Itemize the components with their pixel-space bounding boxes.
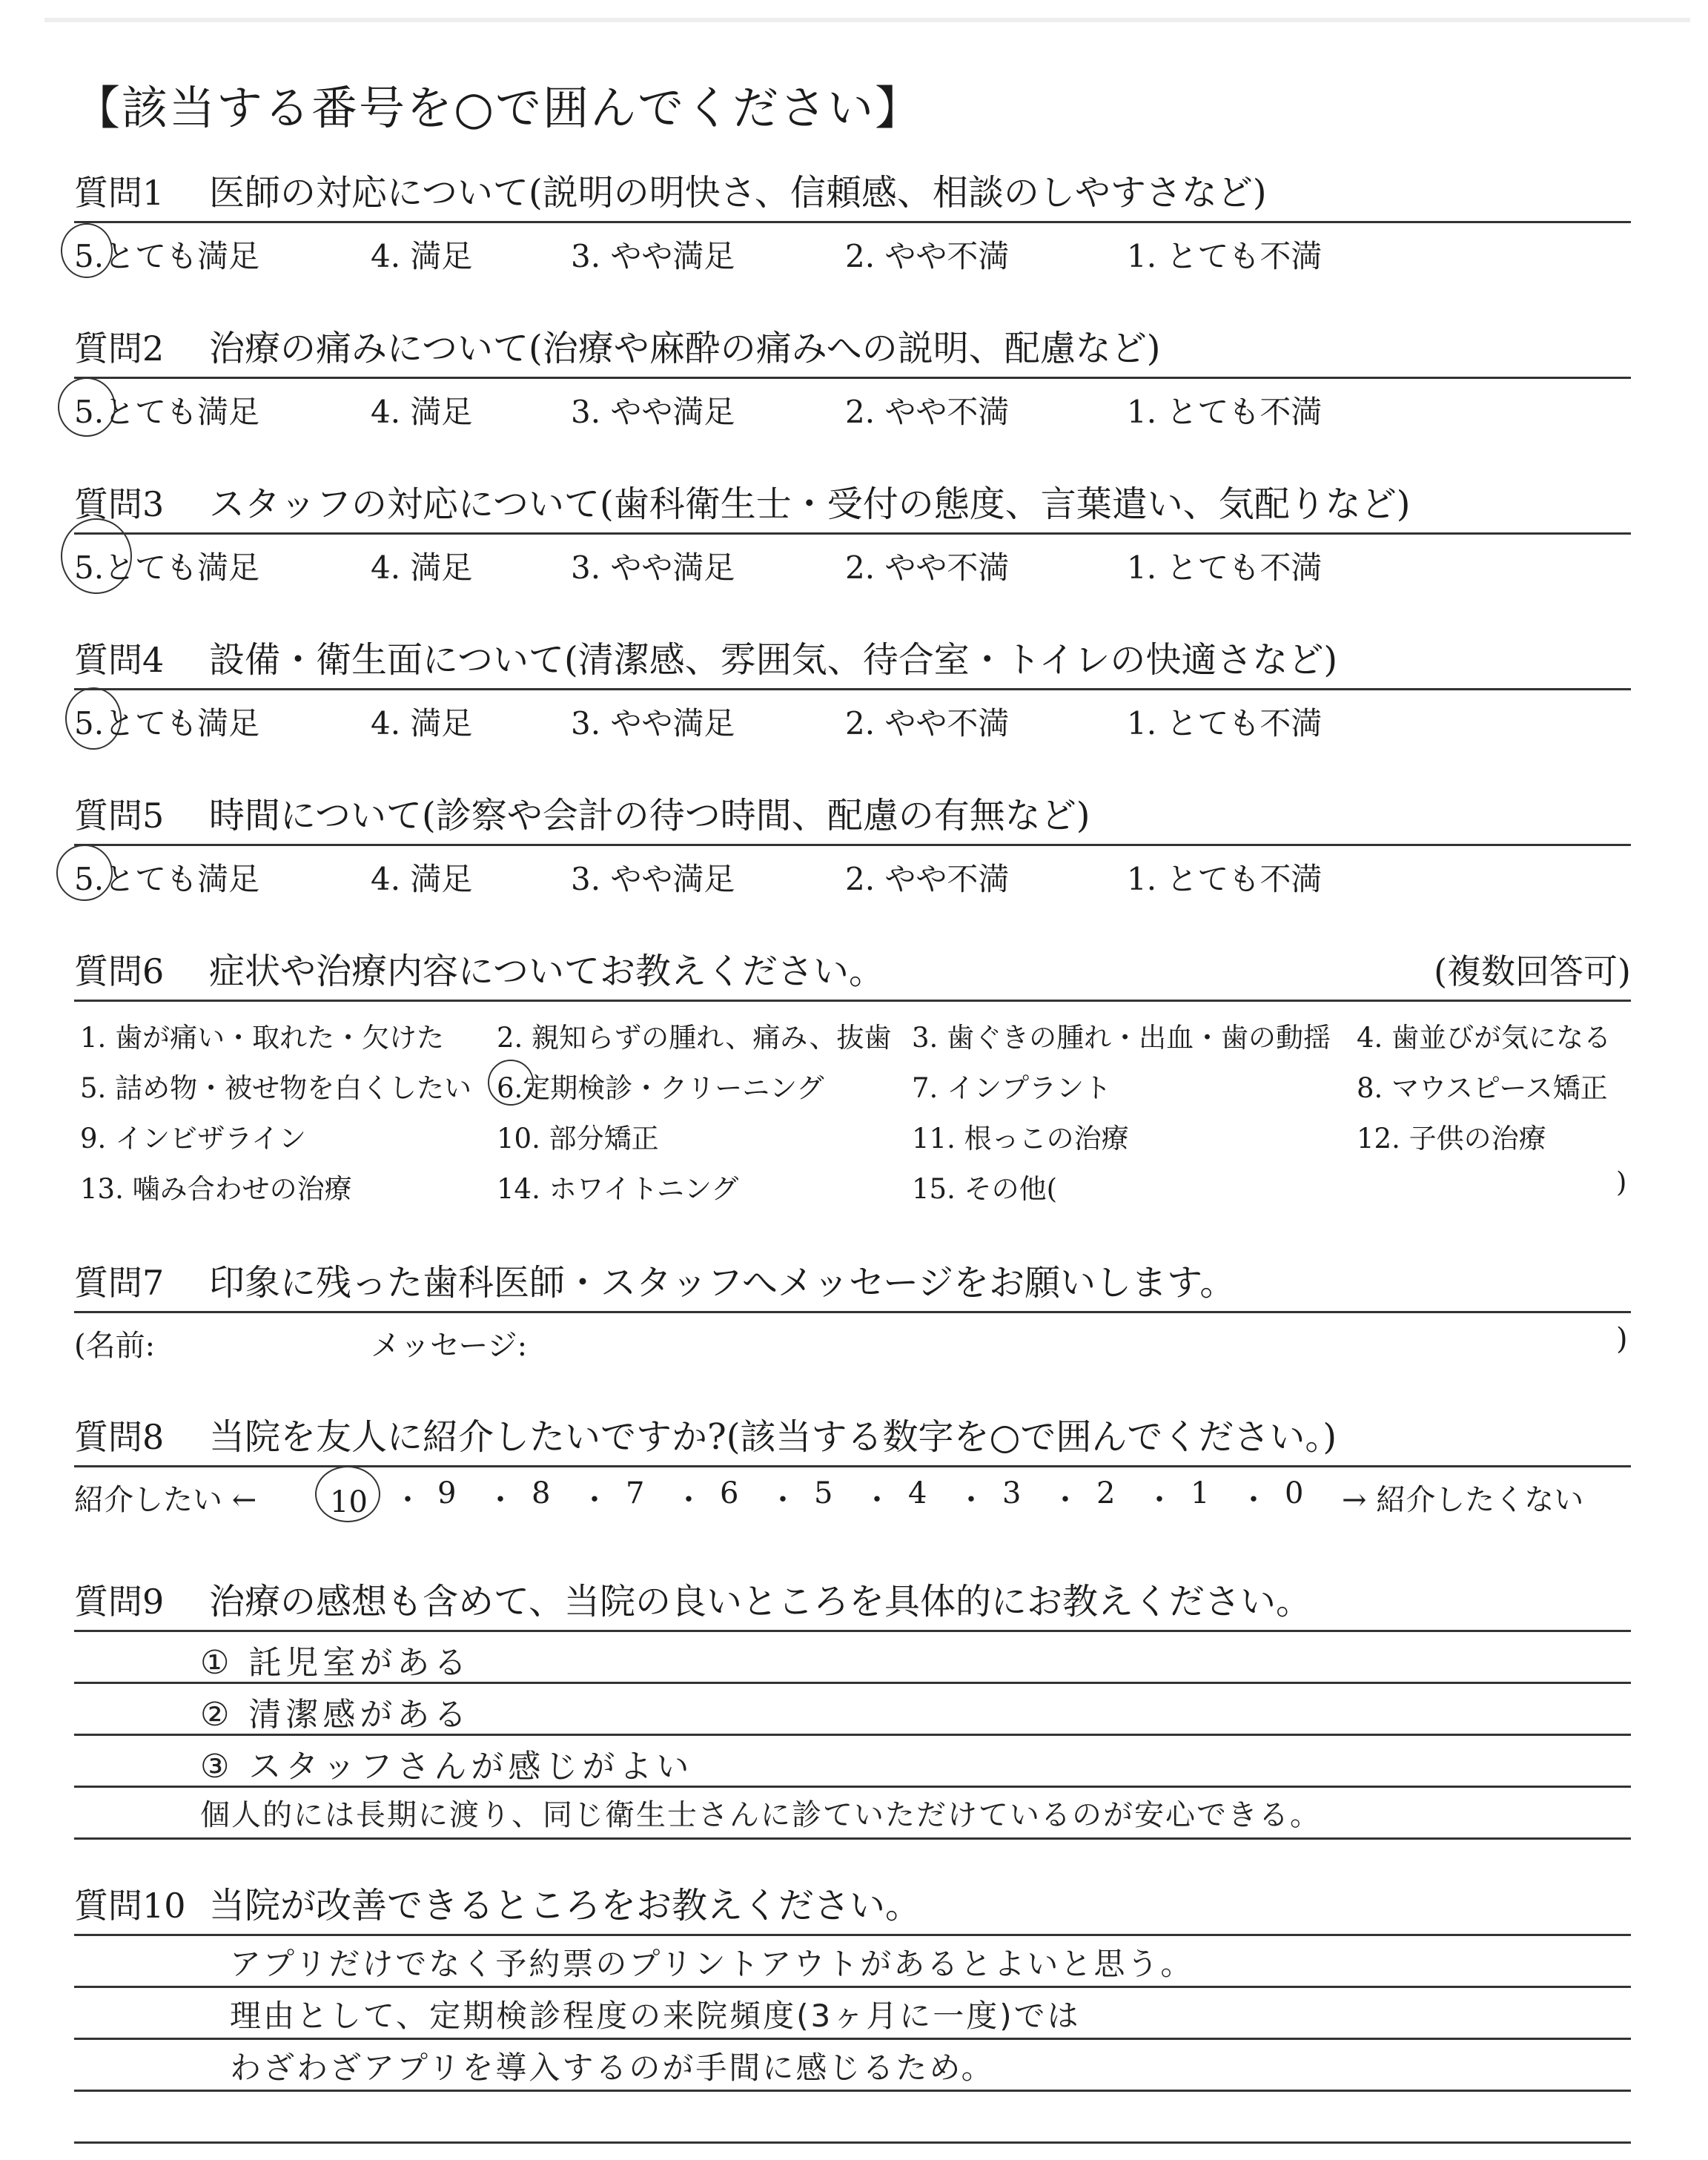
question-number: 質問7 [74,1263,165,1303]
scale-dot: ・ [956,1483,986,1517]
question-header [74,779,1631,846]
scale-value-2[interactable]: 2 [1096,1476,1116,1510]
question-number: 質問6 [74,951,165,991]
symptom-option[interactable]: 6.定期検診・クリーニング [497,1066,824,1106]
option-2[interactable]: 2. やや不満 [845,861,1010,897]
page-title: 【該当する番号を○で囲んでください】 [74,81,923,135]
symptom-option[interactable]: 8. マウスピース矯正 [1357,1072,1608,1104]
symptom-option[interactable]: 3. 歯ぐきの腫れ・出血・歯の動揺 [912,1022,1331,1054]
ruled-line [74,1630,1631,1632]
scale-value-0[interactable]: 0 [1285,1476,1304,1510]
scale-dot: ・ [486,1483,515,1517]
question-text: 設備・衛生面について(清潔感、雰囲気、待合室・トイレの快適さなど) [209,639,1338,681]
other-close-paren: ) [1616,1166,1627,1198]
question-5 [74,779,1631,913]
option-4[interactable]: 4. 満足 [371,549,473,586]
option-2[interactable]: 2. やや不満 [845,549,1010,586]
ruled-line [74,1837,1631,1840]
top-edge [44,18,1690,22]
scale-dot: ・ [1050,1483,1080,1517]
ruled-line [74,1986,1631,1988]
rating-options [74,535,1631,601]
option-4[interactable]: 4. 満足 [371,861,473,897]
question-header [74,934,1631,1002]
scale-dot: ・ [580,1483,609,1517]
scale-value-7[interactable]: 7 [626,1476,645,1510]
scale-value-1[interactable]: 1 [1191,1476,1210,1510]
question-header [74,623,1631,690]
rating-options [74,223,1631,290]
option-3[interactable]: 3. やや満足 [571,861,735,897]
question-10 [74,1869,1631,2156]
question-1 [74,156,1631,290]
question-text: 医師の対応について(説明の明快さ、信頼感、相談のしやすさなど) [209,172,1267,214]
symptom-option[interactable]: 15. その他( [912,1173,1058,1205]
rating-options [74,379,1631,446]
question-text: スタッフの対応について(歯科衛生士・受付の態度、言葉遣い、気配りなど) [209,483,1411,525]
question-number: 質問5 [74,796,165,836]
option-4[interactable]: 4. 満足 [371,394,473,430]
symptom-option[interactable]: 11. 根っこの治療 [912,1123,1129,1155]
symptom-option[interactable]: 2. 親知らずの腫れ、痛み、抜歯 [497,1022,892,1054]
question-text: 印象に残った歯科医師・スタッフへメッセージをお願いします。 [209,1262,1236,1304]
option-1[interactable]: 1. とても不満 [1127,238,1323,274]
symptom-option[interactable]: 12. 子供の治療 [1357,1123,1546,1155]
message-label: メッセージ: [371,1329,528,1363]
question-text: 治療の感想も含めて、当院の良いところを具体的にお教えください。 [209,1581,1312,1622]
scale-left-label: 紹介したい ← [74,1483,257,1517]
scale-right-label: → 紹介したくない [1342,1483,1584,1517]
scale-dot: ・ [1239,1483,1268,1517]
question-4 [74,623,1631,757]
scale-value-3[interactable]: 3 [1002,1476,1022,1510]
scale-dot: ・ [393,1483,423,1517]
question-number: 質問8 [74,1417,165,1457]
option-3[interactable]: 3. やや満足 [571,549,735,586]
question-7 [74,1246,1631,1365]
option-1[interactable]: 1. とても不満 [1127,705,1323,742]
question-header [74,1400,1631,1467]
message-close-paren: ) [1616,1322,1628,1356]
question-text: 治療の痛みについて(治療や麻酔の痛みへの説明、配慮など) [209,328,1161,369]
symptom-option[interactable]: 4. 歯並びが気になる [1357,1022,1612,1054]
option-1[interactable]: 1. とても不満 [1127,394,1323,430]
name-label: (名前: [74,1329,156,1363]
option-5[interactable]: 5.とても満足 [74,388,259,432]
question-text: 症状や治療内容についてお教えください。 [209,951,885,992]
question-number: 質問9 [74,1582,165,1622]
question-number: 質問3 [74,484,165,524]
handwritten-answer: わざわざアプリを導入するのが手間に感じるため。 [230,2050,995,2086]
question-text: 当院を友人に紹介したいですか?(該当する数字を○で囲んでください。) [209,1416,1337,1458]
scale-value-9[interactable]: 9 [437,1476,457,1510]
ruled-line [74,1934,1631,1936]
scale-dot: ・ [768,1483,798,1517]
handwritten-answer: 理由として、定期検診程度の来院頻度(3ヶ月に一度)では [230,1998,1081,2034]
question-text: 当院が改善できるところをお教えください。 [209,1885,921,1926]
question-2 [74,311,1631,446]
option-4[interactable]: 4. 満足 [371,238,473,274]
multiple-answer-note: (複数回答可) [1434,951,1631,991]
option-3[interactable]: 3. やや満足 [571,238,735,274]
symptom-option[interactable]: 5. 詰め物・被せ物を白くしたい [80,1072,472,1104]
option-3[interactable]: 3. やや満足 [571,705,735,742]
symptom-option[interactable]: 1. 歯が痛い・取れた・欠けた [80,1022,445,1054]
option-5[interactable]: 5.とても満足 [74,855,259,899]
option-2[interactable]: 2. やや不満 [845,238,1010,274]
question-number: 質問10 [74,1886,186,1926]
question-number: 質問1 [74,173,165,213]
scale-dot: ・ [674,1483,704,1517]
question-header [74,467,1631,535]
scale-value-8[interactable]: 8 [532,1476,551,1510]
scale-value-6[interactable]: 6 [720,1476,739,1510]
question-3 [74,467,1631,601]
handwritten-answer: ① 託児室がある [200,1644,471,1682]
question-number: 質問4 [74,640,165,680]
option-5[interactable]: 5.とても満足 [74,544,259,588]
question-8 [74,1400,1631,1527]
ruled-line [74,2090,1631,2092]
handwritten-answer: ③ スタッフさんが感じがよい [200,1748,694,1786]
option-1[interactable]: 1. とても不満 [1127,861,1323,897]
handwritten-answer: ② 清潔感がある [200,1696,471,1734]
rating-options [74,690,1631,757]
ruled-line [74,2038,1631,2040]
question-9 [74,1565,1631,1912]
option-5[interactable]: 5.とても満足 [74,699,259,744]
scale-value-4[interactable]: 4 [908,1476,927,1510]
question-header [74,1869,1631,1934]
question-6 [74,934,1631,1217]
question-header [74,1565,1631,1630]
symptom-options [74,1002,1631,1217]
option-5[interactable]: 5.とても満足 [74,232,259,277]
question-text: 時間について(診察や会計の待つ時間、配慮の有無など) [209,795,1090,836]
question-number: 質問2 [74,328,165,369]
question-header [74,311,1631,379]
option-2[interactable]: 2. やや不満 [845,394,1010,430]
rating-options [74,846,1631,913]
symptom-option[interactable]: 10. 部分矯正 [497,1123,659,1155]
option-1[interactable]: 1. とても不満 [1127,549,1323,586]
symptom-option[interactable]: 9. インビザライン [80,1123,306,1155]
handwritten-answer: アプリだけでなく予約票のプリントアウトがあるとよいと思う。 [230,1946,1194,1982]
scale-dot: ・ [862,1483,892,1517]
option-4[interactable]: 4. 満足 [371,705,473,742]
recommend-scale: 紹介したい ← 10 ・ 9 ・ 8 ・ 7 ・ 6 ・ 5 ・ 4 ・ 3 ・ 2 ・ 1 ・ 0 → 紹介したくない [74,1467,1631,1527]
scale-dot: ・ [1145,1483,1174,1517]
answer-area [74,1934,1631,2156]
message-line [74,1313,1631,1365]
scale-value-5[interactable]: 5 [814,1476,833,1510]
question-header [74,1246,1631,1313]
option-3[interactable]: 3. やや満足 [571,394,735,430]
ruled-line [74,2141,1631,2144]
symptom-option[interactable]: 7. インプラント [912,1072,1112,1104]
question-header [74,156,1631,223]
symptom-option[interactable]: 14. ホワイトニング [497,1173,739,1205]
handwritten-answer: 個人的には長期に渡り、同じ衛生士さんに診ていただけているのが安心できる。 [200,1798,1321,1832]
symptom-option[interactable]: 13. 噛み合わせの治療 [80,1173,352,1205]
option-2[interactable]: 2. やや不満 [845,705,1010,742]
